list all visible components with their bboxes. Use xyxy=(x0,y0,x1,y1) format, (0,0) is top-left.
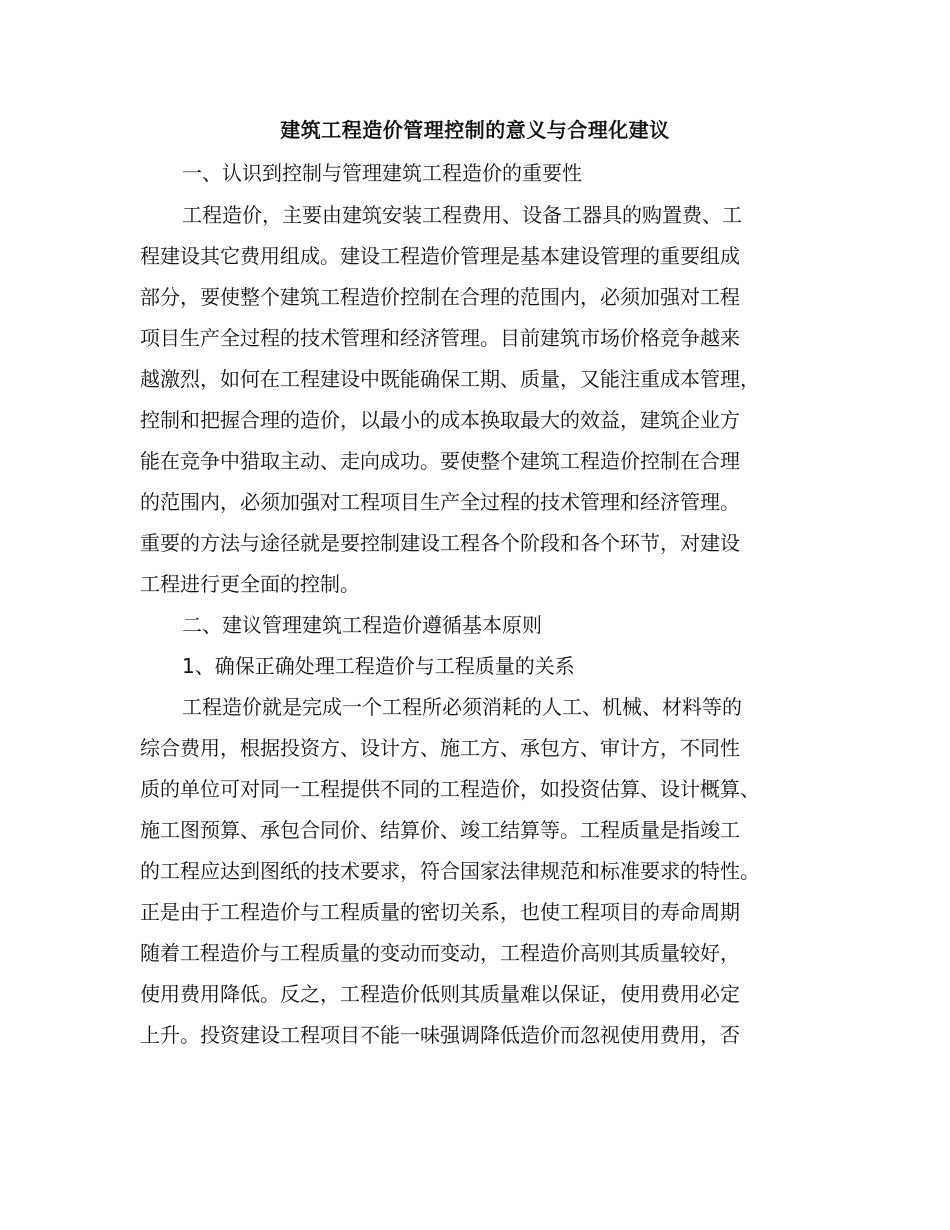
paragraph-line: 重要的方法与途径就是要控制建设工程各个阶段和各个环节，对建设 xyxy=(140,531,740,555)
paragraph-line: 项目生产全过程的技术管理和经济管理。目前建筑市场价格竞争越来 xyxy=(140,326,740,350)
document-title: 建筑工程造价管理控制的意义与合理化建议 xyxy=(280,118,670,142)
paragraph-line: 工程造价就是完成一个工程所必须消耗的人工、机械、材料等的 xyxy=(182,695,742,719)
paragraph-line: 使用费用降低。反之，工程造价低则其质量难以保证，使用费用必定 xyxy=(140,982,740,1006)
paragraph-line: 上升。投资建设工程项目不能一味强调降低造价而忽视使用费用，否 xyxy=(140,1023,740,1047)
section-heading-1: 一、认识到控制与管理建筑工程造价的重要性 xyxy=(182,161,582,185)
section-heading-2: 二、建议管理建筑工程造价遵循基本原则 xyxy=(182,613,542,637)
paragraph-line: 程建设其它费用组成。建设工程造价管理是基本建设管理的重要组成 xyxy=(140,244,740,268)
paragraph-line: 随着工程造价与工程质量的变动而变动，工程造价高则其质量较好， xyxy=(140,941,740,965)
paragraph-line: 工程进行更全面的控制。 xyxy=(140,572,360,596)
paragraph-line: 控制和把握合理的造价，以最小的成本换取最大的效益，建筑企业方 xyxy=(140,408,740,432)
paragraph-line: 越激烈，如何在工程建设中既能确保工期、质量，又能注重成本管理， xyxy=(140,367,760,391)
paragraph-line: 综合费用，根据投资方、设计方、施工方、承包方、审计方，不同性 xyxy=(140,736,740,760)
paragraph-line: 部分，要使整个建筑工程造价控制在合理的范围内，必须加强对工程 xyxy=(140,285,740,309)
paragraph-line: 正是由于工程造价与工程质量的密切关系，也使工程项目的寿命周期 xyxy=(140,900,740,924)
paragraph-line: 的工程应达到图纸的技术要求，符合国家法律规范和标准要求的特性。 xyxy=(140,859,760,883)
subsection-heading-1: 1、确保正确处理工程造价与工程质量的关系 xyxy=(182,654,575,678)
paragraph-line: 质的单位可对同一工程提供不同的工程造价，如投资估算、设计概算、 xyxy=(140,777,760,801)
paragraph-line: 的范围内，必须加强对工程项目生产全过程的技术管理和经济管理。 xyxy=(140,490,740,514)
paragraph-line: 施工图预算、承包合同价、结算价、竣工结算等。工程质量是指竣工 xyxy=(140,818,740,842)
paragraph-line: 工程造价，主要由建筑安装工程费用、设备工器具的购置费、工 xyxy=(182,203,742,227)
paragraph-line: 能在竞争中猎取主动、走向成功。要使整个建筑工程造价控制在合理 xyxy=(140,449,740,473)
